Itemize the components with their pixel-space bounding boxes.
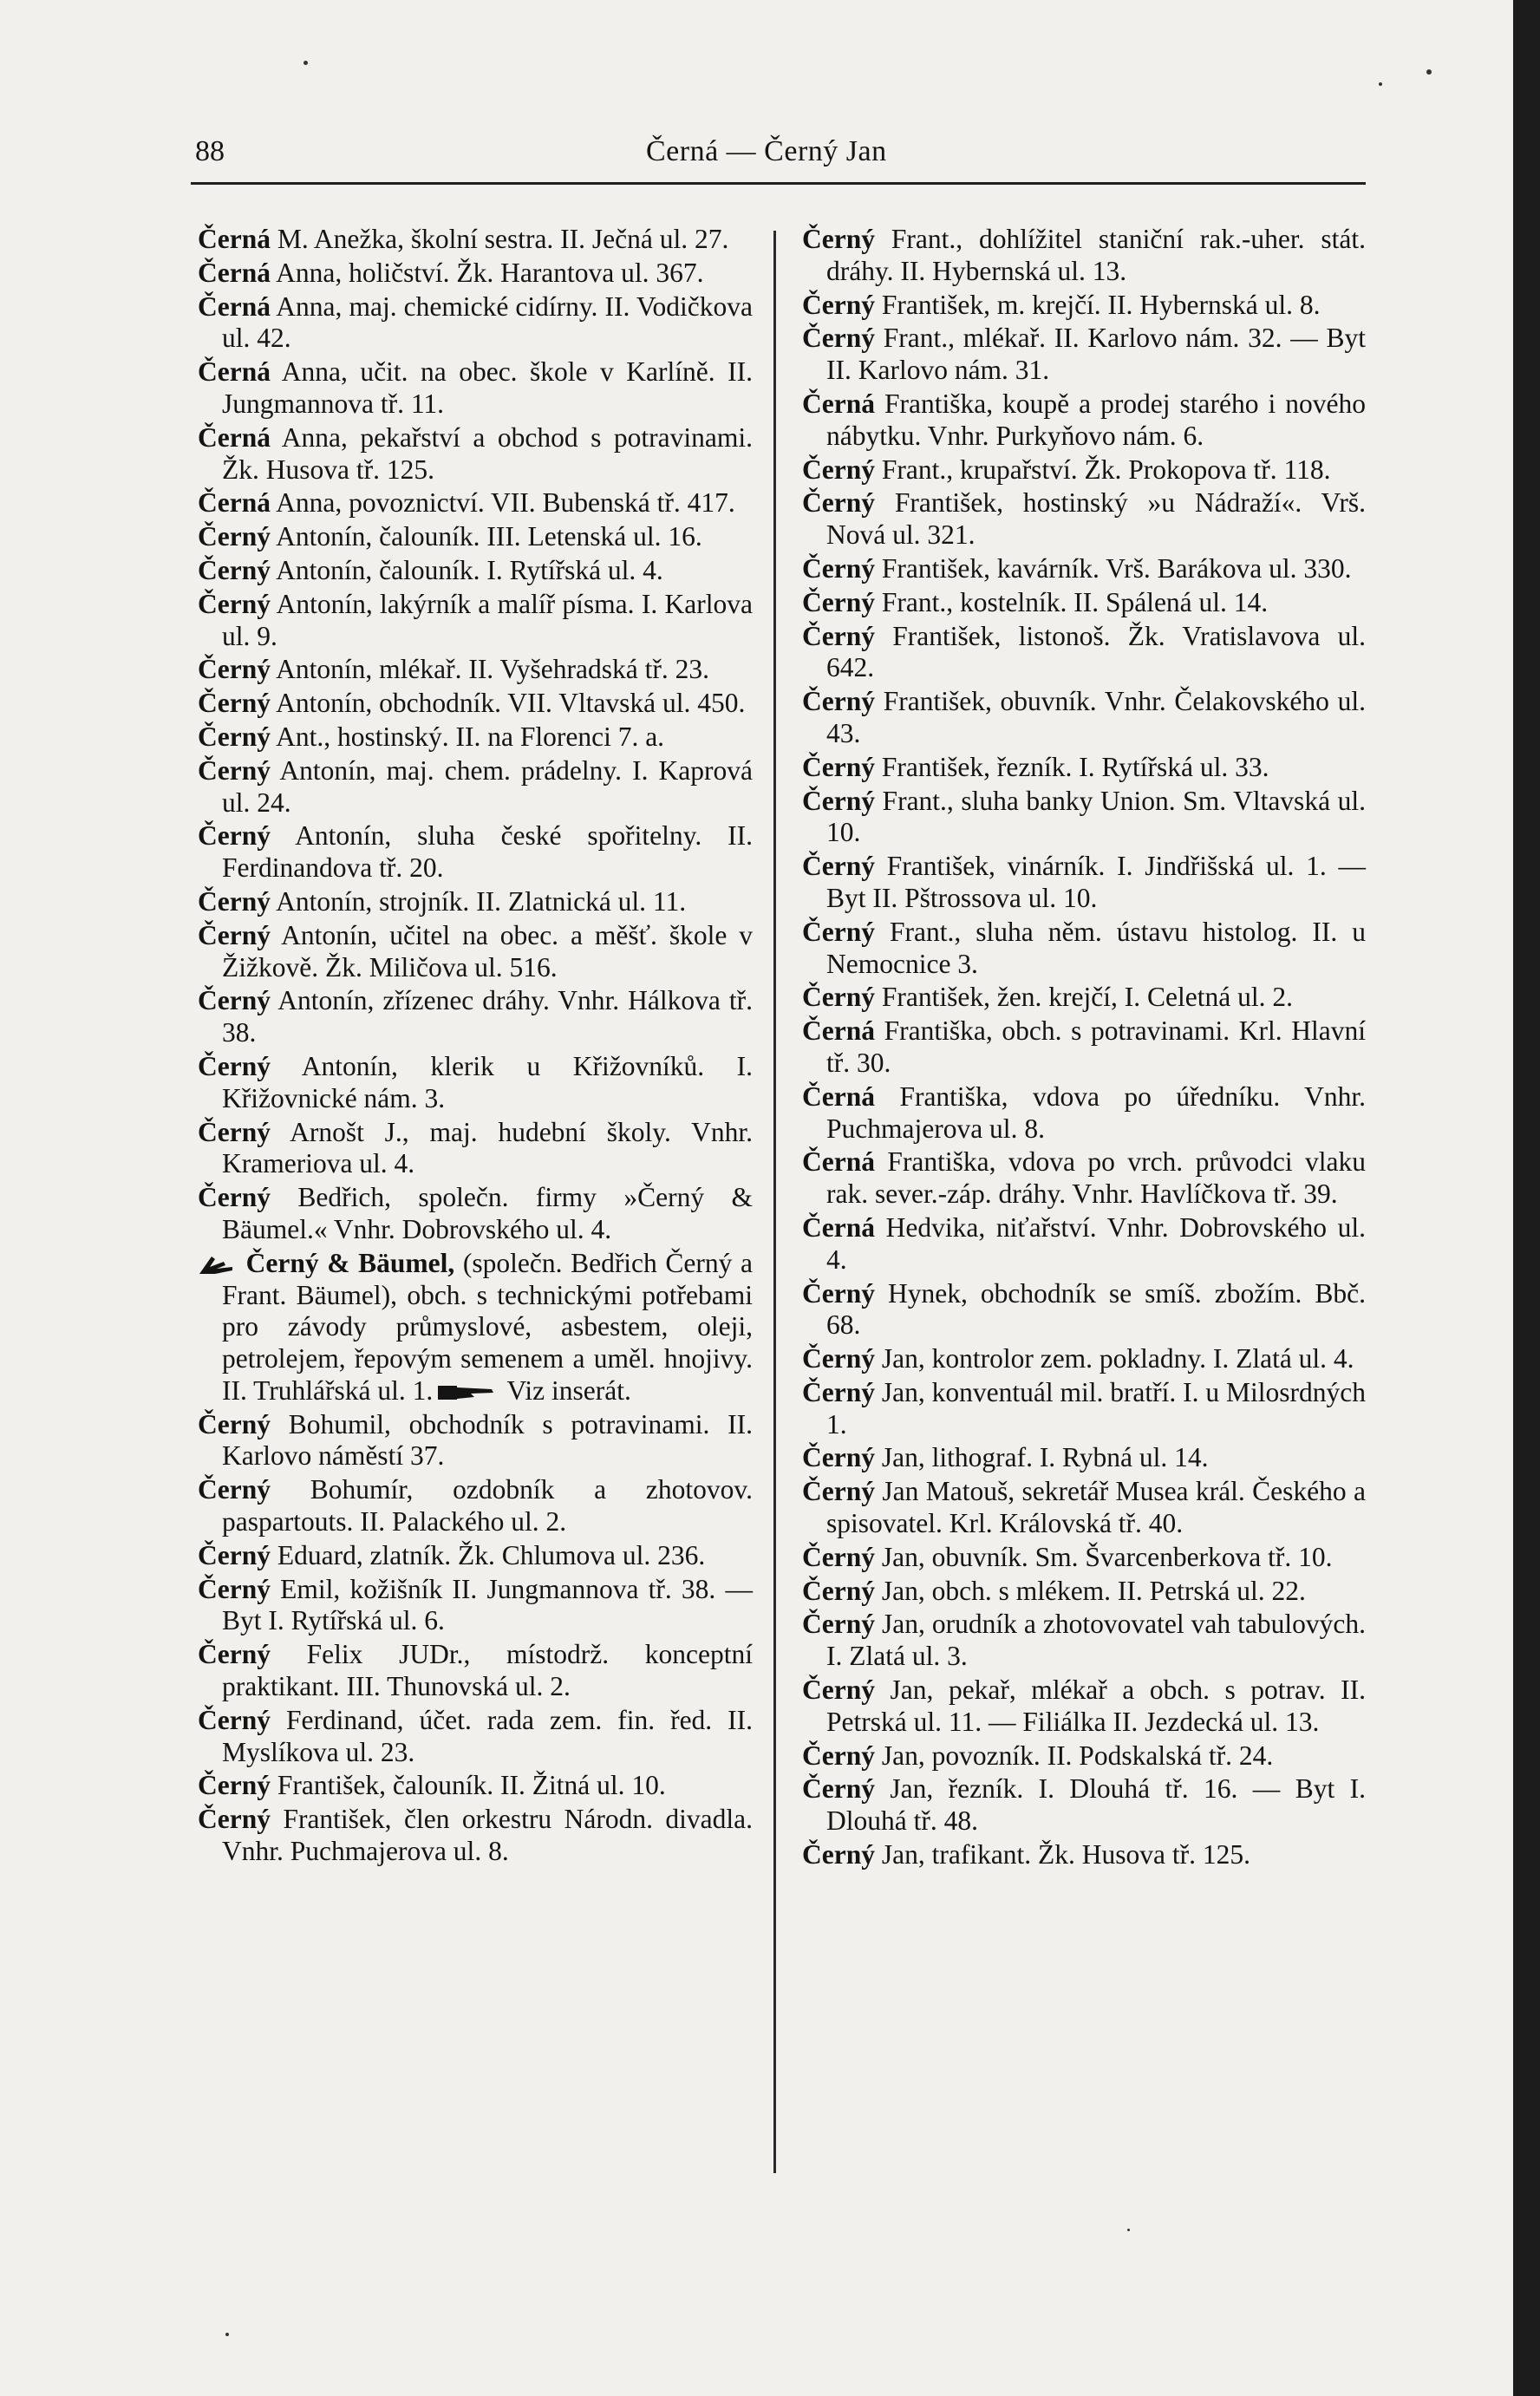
entry-details: František, listonoš. Žk. Vratislavova ul. 642.	[826, 620, 1366, 683]
directory-entry	[198, 820, 753, 885]
entry-details: František, žen. krejčí, I. Celetná ul. 2.	[874, 982, 1293, 1013]
entry-details: Antonín, čalouník. I. Rytířská ul. 4.	[270, 554, 663, 585]
entry-surname: Černý	[802, 1442, 875, 1473]
entry-details: Anna, pekařství a obchod s potravinami. Žk. Husova tř. 125.	[222, 421, 753, 485]
entry-surname: Černý	[802, 552, 875, 584]
entry-details: Antonín, lakýrník a malíř písma. I. Karlova ul. 9.	[222, 588, 753, 651]
directory-entry	[198, 920, 753, 984]
directory-entry	[198, 1705, 753, 1769]
entry-surname: Černý	[802, 1343, 875, 1374]
entry-surname: Černý	[802, 686, 875, 717]
directory-entry	[802, 1740, 1366, 1773]
entry-details: Antonín, maj. chem. prádelny. I. Kaprová ul. 24.	[222, 754, 753, 818]
entry-surname: Černý	[802, 289, 875, 320]
entry-details: Arnošt J., maj. hudební školy. Vnhr. Krameriova ul. 4.	[222, 1116, 753, 1179]
directory-entry	[802, 982, 1366, 1014]
entry-details: Bohumír, ozdobník a zhotovov. paspartouts. II. Palackého ul. 2.	[222, 1474, 753, 1537]
entry-surname: Černý	[198, 1182, 271, 1213]
directory-entry	[198, 1804, 753, 1868]
left-column	[198, 224, 753, 1870]
print-speck	[1127, 2229, 1130, 2231]
entry-surname: Černý	[198, 1050, 271, 1081]
directory-entry	[198, 1182, 753, 1246]
entry-details: Anna, holičství. Žk. Harantova ul. 367.	[270, 257, 704, 288]
directory-entry	[802, 1015, 1366, 1080]
directory-entry	[802, 686, 1366, 750]
directory-entry	[802, 1675, 1366, 1739]
entry-details: František, řezník. I. Rytířská ul. 33.	[874, 751, 1269, 782]
entry-details: Jan Matouš, sekretář Musea král. Českého a spisovatel. Krl. Královská tř. 40.	[826, 1476, 1366, 1539]
entry-surname: Černý	[198, 885, 271, 917]
entry-details: Antonín, mlékař. II. Vyšehradská tř. 23.	[270, 654, 709, 685]
entry-details: Jan, konventuál mil. bratří. I. u Milosrdných 1.	[826, 1376, 1367, 1440]
directory-entry	[802, 290, 1366, 322]
directory-entry	[198, 1540, 753, 1572]
entry-details: Frant., mlékař. II. Karlovo nám. 32. — Byt II. Karlovo nám. 31.	[826, 323, 1366, 386]
entry-surname: Černý	[802, 1575, 875, 1606]
entry-details: Eduard, zlatník. Žk. Chlumova ul. 236.	[270, 1539, 706, 1570]
entry-details: Františka, vdova po vrch. průvodci vlaku rak. sever.-záp. dráhy. Vnhr. Havlíčkova tř. 39.	[826, 1146, 1366, 1210]
directory-entry	[198, 1051, 753, 1115]
entry-details: Antonín, sluha české spořitelny. II. Ferdinandova tř. 20.	[222, 820, 753, 884]
entry-details: František, kavárník. Vrš. Barákova ul. 330.	[874, 552, 1352, 584]
entry-details: Ant., hostinský. II. na Florenci 7. a.	[270, 721, 665, 752]
entry-details: Felix JUDr., místodrž. konceptní praktikant. III. Thunovská ul. 2.	[222, 1639, 753, 1702]
entry-details: Frant., sluha něm. ústavu histolog. II. u Nemocnice 3.	[826, 916, 1366, 979]
entry-details: Františka, obch. s potravinami. Krl. Hlavní tř. 30.	[826, 1015, 1366, 1078]
entry-surname: Černý	[198, 1116, 271, 1147]
entry-surname: Černý	[802, 1541, 875, 1572]
entry-surname: Černý	[802, 1609, 875, 1640]
entry-surname: Černý	[198, 554, 271, 585]
entry-details: Bohumil, obchodník s potravinami. II. Karlovo náměstí 37.	[222, 1408, 753, 1472]
entry-surname: Černý	[198, 1539, 271, 1570]
entry-details: Frant., dohlížitel staniční rak.-uher. stát. dráhy. II. Hybernská ul. 13.	[826, 224, 1366, 286]
entry-details: Antonín, čalouník. III. Letenská ul. 16.	[270, 521, 702, 552]
entry-surname: Černý	[198, 1804, 271, 1835]
entry-surname: Černá	[198, 257, 271, 288]
manicule-icon	[436, 1382, 497, 1403]
directory-entry	[802, 1773, 1366, 1838]
see-advert-text: Viz inserát.	[500, 1374, 631, 1406]
entry-details: Anna, povoznictví. VII. Bubenská tř. 417.	[270, 487, 735, 519]
entry-surname: Černý	[802, 1740, 875, 1771]
entry-details: Emil, kožišník II. Jungmannova tř. 38. — Byt I. Rytířská ul. 6.	[222, 1573, 753, 1636]
entry-surname: Černý	[198, 521, 271, 552]
print-speck	[1379, 82, 1382, 86]
directory-entry	[198, 688, 753, 720]
directory-entry	[198, 291, 753, 356]
entry-surname: Černý	[802, 1839, 875, 1870]
entry-details: Jan, obuvník. Sm. Švarcenberkova tř. 10.	[874, 1541, 1333, 1572]
directory-entry	[802, 917, 1366, 981]
directory-entry	[198, 589, 753, 653]
directory-entry	[198, 487, 753, 519]
directory-entry	[198, 886, 753, 918]
directory-entry	[198, 985, 753, 1049]
entry-surname: Černý	[802, 1675, 875, 1706]
entry-surname: Černý	[198, 588, 271, 619]
entry-surname: Černý	[198, 919, 271, 950]
entry-surname: Černý	[198, 1474, 271, 1505]
entry-surname: Černý	[802, 454, 875, 485]
entry-details: Antonín, obchodník. VII. Vltavská ul. 450.	[270, 688, 746, 719]
entry-surname: Černá	[802, 1146, 875, 1178]
entry-surname: Černý	[802, 1277, 875, 1309]
entry-surname: Černý	[802, 982, 875, 1013]
directory-entry	[802, 1377, 1366, 1441]
entry-details: Jan, povozník. II. Podskalská tř. 24.	[874, 1740, 1274, 1771]
entry-details: František, čalouník. II. Žitná ul. 10.	[270, 1770, 666, 1801]
entry-surname: Černá	[198, 356, 271, 388]
entry-surname: Černá	[198, 224, 271, 254]
entry-details: Antonín, strojník. II. Zlatnická ul. 11.	[270, 885, 687, 917]
entry-surname: Černá	[198, 487, 271, 519]
entry-details: Antonín, učitel na obec. a měšť. škole v Žižkově. Žk. Miličova ul. 516.	[222, 919, 753, 983]
directory-entry	[198, 1770, 753, 1802]
directory-entry	[802, 323, 1366, 387]
directory-entry	[198, 555, 753, 587]
directory-entry	[198, 1117, 753, 1181]
entry-surname: Černý	[802, 323, 875, 354]
directory-entry	[198, 721, 753, 754]
directory-entry	[198, 422, 753, 486]
directory-entry	[802, 851, 1366, 915]
entry-details: Františka, vdova po úředníku. Vnhr. Puchmajerova ul. 8.	[826, 1080, 1366, 1144]
directory-entry	[802, 553, 1366, 585]
entry-details: Františka, koupě a prodej starého i nového nábytku. Vnhr. Purkyňovo nám. 6.	[826, 388, 1366, 451]
entry-surname: Černá	[802, 1211, 875, 1243]
entry-details: M. Anežka, školní sestra. II. Ječná ul. 27.	[270, 224, 729, 254]
directory-entry	[198, 1574, 753, 1638]
entry-surname: Černý	[198, 754, 271, 786]
directory-entry	[802, 1081, 1366, 1146]
running-head: Černá — Černý Jan	[646, 135, 887, 167]
print-speck	[1426, 69, 1432, 75]
entry-surname: Černý	[198, 1573, 271, 1604]
entry-details: František, člen orkestru Národn. divadla. Vnhr. Puchmajerova ul. 8.	[222, 1804, 753, 1867]
entry-details: Frant., kostelník. II. Spálená ul. 14.	[874, 586, 1269, 617]
entry-surname: Černý	[802, 751, 875, 782]
directory-entry	[802, 1476, 1366, 1540]
entry-surname: Černý	[198, 820, 271, 852]
header-rule	[191, 182, 1366, 185]
entry-details: Jan, obch. s mlékem. II. Petrská ul. 22.	[874, 1575, 1306, 1606]
directory-entry	[802, 1278, 1366, 1342]
directory-entry	[802, 1839, 1366, 1871]
entry-surname: Černá	[802, 1080, 875, 1112]
entry-surname: Černá	[198, 421, 271, 453]
entry-details: Jan, trafikant. Žk. Husova tř. 125.	[874, 1839, 1251, 1870]
page-number: 88	[195, 135, 225, 167]
entry-surname: Černý & Bäumel,	[245, 1247, 455, 1278]
entry-surname: Černý	[198, 654, 271, 685]
entry-surname: Černý	[198, 1704, 271, 1735]
directory-entry	[198, 755, 753, 819]
entry-details: Antonín, klerik u Křižovníků. I. Křižovnické nám. 3.	[222, 1050, 753, 1113]
directory-entry	[802, 587, 1366, 619]
entry-surname: Černý	[802, 1773, 875, 1805]
entry-surname: Černý	[802, 620, 875, 651]
entry-surname: Černý	[198, 985, 271, 1016]
entry-details: František, vinárník. I. Jindřišská ul. 1. — Byt II. Pštrossova ul. 10.	[826, 851, 1366, 913]
pointing-hand-icon	[198, 1251, 238, 1277]
entry-surname: Černý	[198, 721, 271, 752]
entry-details: Frant., sluha banky Union. Sm. Vltavská ul. 10.	[826, 785, 1366, 848]
directory-entry	[802, 388, 1366, 453]
entry-details: František, obuvník. Vnhr. Čelakovského ul. 43.	[826, 686, 1366, 748]
entry-surname: Černý	[198, 1770, 271, 1801]
entry-surname: Černý	[802, 224, 875, 254]
entry-details: Frant., krupařství. Žk. Prokopova tř. 118.	[874, 454, 1331, 485]
entry-surname: Černý	[198, 1408, 271, 1440]
entry-details: Jan, pekař, mlékař a obch. s potrav. II. Petrská ul. 11. — Filiálka II. Jezdecká ul. 13.	[826, 1675, 1366, 1737]
directory-entry	[802, 1442, 1366, 1474]
directory-entry	[802, 487, 1366, 552]
entry-surname: Černý	[198, 1639, 271, 1670]
directory-entry	[802, 1212, 1366, 1276]
entry-details: (společn. Bedřich Černý a Frant. Bäumel), obch. s technickými potřebami pro závody průmyslové, asbestem, oleji, petrolejem, řepovým semenem a uměl. hnojivy. II. Truhlářská ul. 1.	[222, 1247, 753, 1406]
column-divider	[773, 231, 776, 2173]
directory-entry	[198, 1474, 753, 1538]
directory-entry	[802, 454, 1366, 486]
directory-entry	[198, 258, 753, 290]
directory-entry	[802, 752, 1366, 784]
entry-surname: Černý	[802, 916, 875, 947]
directory-entry	[802, 224, 1366, 288]
directory-entry	[198, 1409, 753, 1473]
directory-entry	[198, 1248, 753, 1407]
entry-surname: Černý	[802, 487, 875, 519]
directory-entry	[802, 1146, 1366, 1211]
directory-entry	[802, 786, 1366, 850]
directory-entry	[802, 1542, 1366, 1574]
directory-entry	[198, 1639, 753, 1703]
entry-surname: Černý	[198, 688, 271, 719]
entry-details: Bedřich, společn. firmy »Černý & Bäumel.« Vnhr. Dobrovského ul. 4.	[222, 1182, 753, 1244]
entry-surname: Černý	[802, 851, 875, 882]
print-speck	[225, 2333, 229, 2336]
directory-entry	[802, 1343, 1366, 1375]
entry-surname: Černý	[802, 1476, 875, 1507]
entry-details: Jan, lithograf. I. Rybná ul. 14.	[874, 1442, 1209, 1473]
entry-surname: Černý	[802, 586, 875, 617]
entry-details: František, hostinský »u Nádraží«. Vrš. Nová ul. 321.	[826, 487, 1366, 551]
entry-surname: Černý	[802, 785, 875, 816]
entry-surname: Černý	[802, 1376, 875, 1407]
entry-details: Jan, kontrolor zem. pokladny. I. Zlatá ul. 4.	[874, 1343, 1354, 1374]
page-header	[195, 128, 1366, 177]
entry-details: Jan, orudník a zhotovovatel vah tabulových. I. Zlatá ul. 3.	[826, 1609, 1366, 1672]
directory-entry	[198, 224, 753, 256]
entry-details: František, m. krejčí. II. Hybernská ul. 8.	[874, 289, 1321, 320]
directory-entry	[802, 621, 1366, 685]
entry-surname: Černá	[802, 1015, 875, 1047]
entry-details: Ferdinand, účet. rada zem. fin. řed. II. Myslíkova ul. 23.	[222, 1704, 753, 1767]
directory-entry	[198, 521, 753, 553]
entry-details: Anna, učit. na obec. škole v Karlíně. II. Jungmannova tř. 11.	[222, 356, 753, 419]
entry-details: Hynek, obchodník se smíš. zbožím. Bbč. 68.	[826, 1277, 1366, 1341]
entry-surname: Černá	[198, 291, 271, 322]
entry-details: Jan, řezník. I. Dlouhá tř. 16. — Byt I. Dlouhá tř. 48.	[826, 1773, 1366, 1837]
directory-entry	[198, 654, 753, 686]
entry-surname: Černá	[802, 388, 875, 419]
print-speck	[303, 61, 308, 65]
directory-entry	[198, 356, 753, 421]
directory-entry	[802, 1609, 1366, 1673]
directory-entry	[802, 1576, 1366, 1608]
entry-details: Antonín, zřízenec dráhy. Vnhr. Hálkova tř. 38.	[222, 985, 753, 1048]
right-column	[802, 224, 1366, 1873]
entry-details: Hedvika, niťařství. Vnhr. Dobrovského ul. 4.	[826, 1211, 1366, 1275]
page-edge-shadow	[1513, 0, 1540, 2396]
entry-details: Anna, maj. chemické cidírny. II. Vodičkova ul. 42.	[222, 291, 753, 354]
